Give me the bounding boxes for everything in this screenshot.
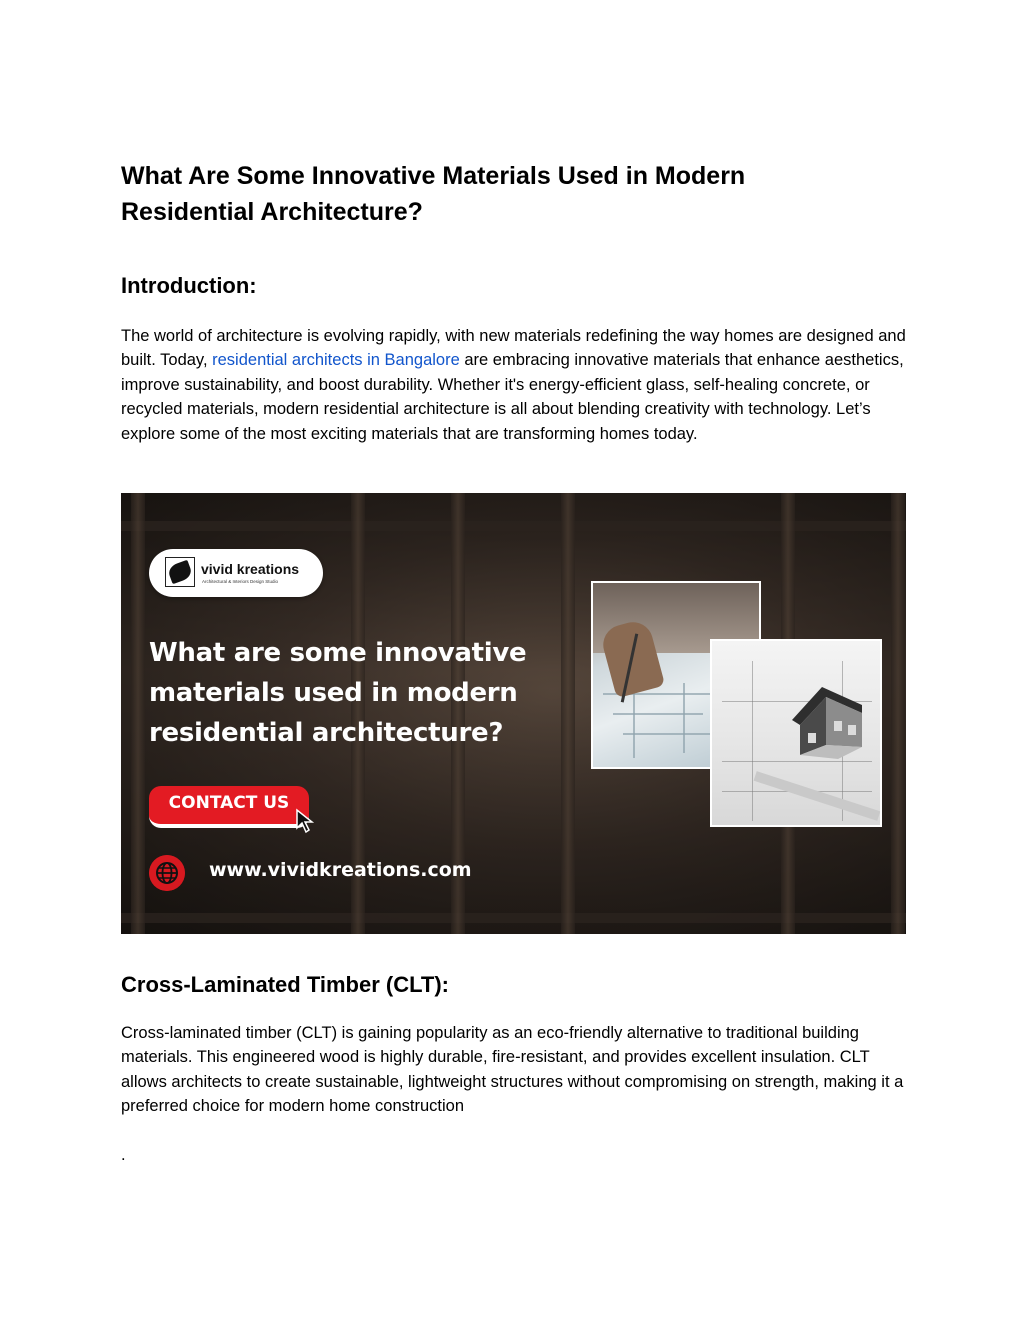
globe-icon — [149, 855, 185, 891]
house-model-icon — [782, 675, 872, 765]
promo-banner-image — [121, 493, 906, 934]
contact-us-button: CONTACT US — [149, 786, 309, 828]
cursor-icon — [293, 808, 319, 834]
intro-text-end: are embracing innovative materials that enhance aesthetics, improve sustainability, and boost durability. Whether it's energy-efficient glass, self-healing concrete, or recycled materials, modern residential architecture is all about blending creativity with technology. Let’s explore some of the most exciting materials that are transforming homes today. — [121, 351, 904, 443]
banner-headline: What are some innovative materials used in modern residential architecture? — [149, 638, 527, 748]
page-title: What Are Some Innovative Materials Used in Modern Residential Architecture? — [121, 162, 746, 226]
logo-tagline: Architectural & Interiors Design Studio — [202, 579, 279, 584]
logo-name: vivid kreations — [201, 561, 300, 577]
website-url: www.vividkreations.com — [209, 859, 472, 881]
house-model-photo — [710, 639, 882, 827]
clt-paragraph: Cross-laminated timber (CLT) is gaining popularity as an eco-friendly alternative to traditional building materials. This engineered wood is highly durable, fire-resistant, and provides excellent insulation. CLT allows architects to create sustainable, lightweight structures without compromising on strength, making it a preferred choice for modern home construction — [121, 1024, 904, 1116]
logo-badge — [149, 549, 323, 597]
timber-stud — [131, 493, 145, 934]
intro-paragraph — [121, 324, 906, 446]
trailing-period: . — [121, 1146, 126, 1164]
timber-stud — [891, 493, 905, 934]
architects-link[interactable]: residential architects in Bangalore — [212, 351, 460, 370]
intro-text-start: The world of architecture is evolving rapidly, with new materials redefining the way homes are designed and built. Today, — [121, 327, 906, 370]
leaf-logo-icon — [165, 557, 195, 587]
intro-heading: Introduction: — [121, 273, 257, 298]
clt-heading: Cross-Laminated Timber (CLT): — [121, 972, 449, 997]
